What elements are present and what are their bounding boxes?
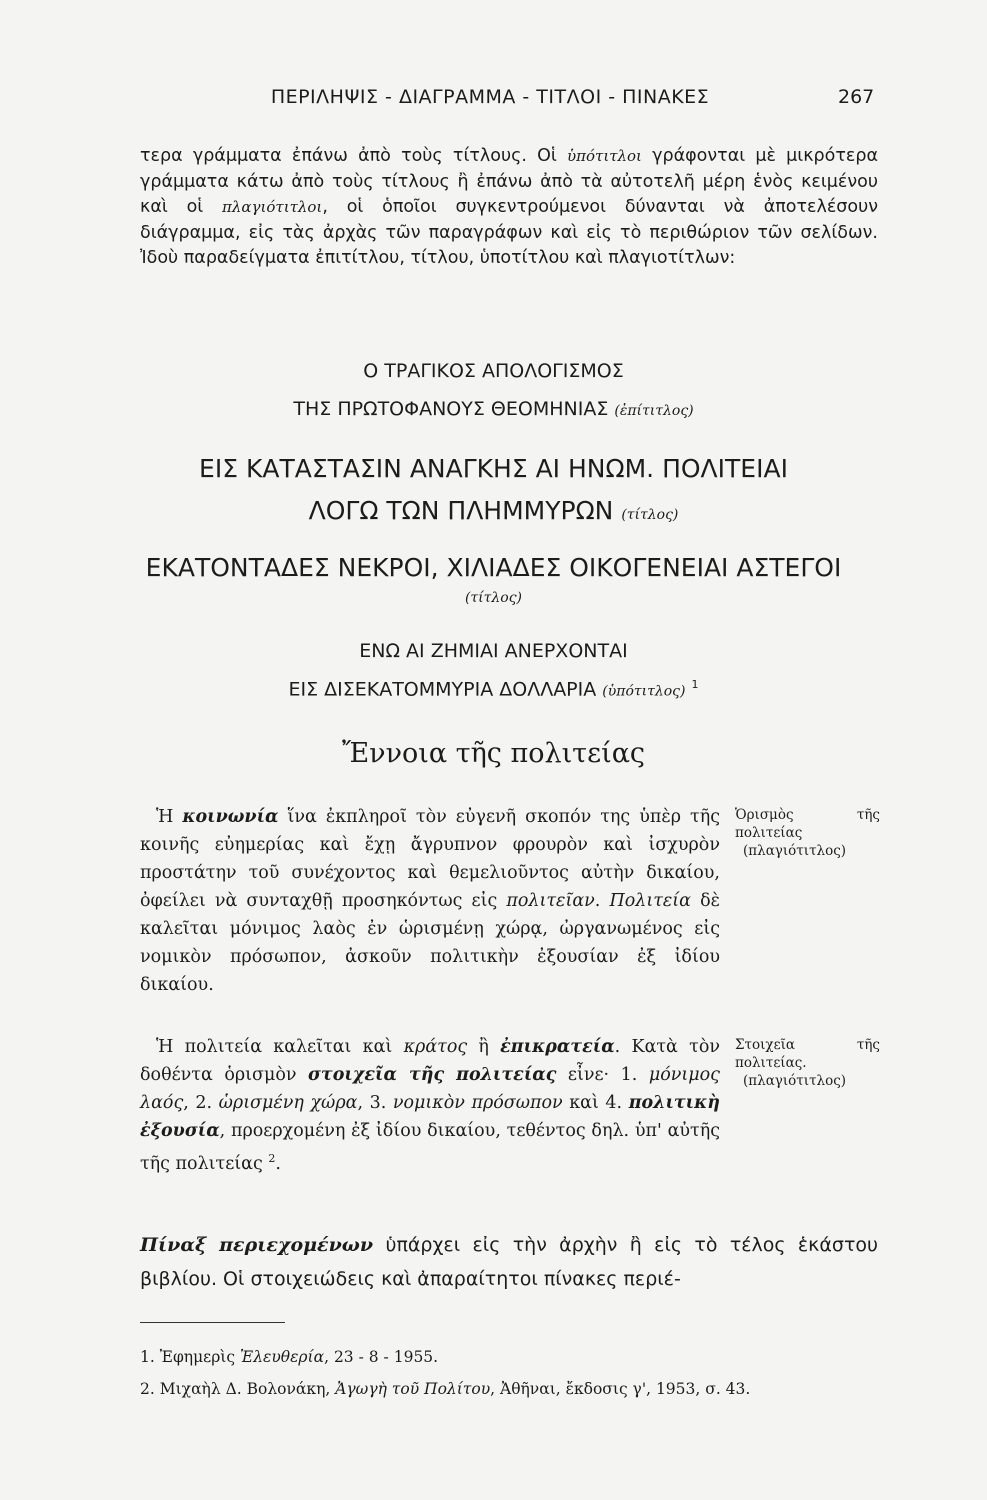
example-line-4: ΛΟΓΩ ΤΩΝ ΠΛΗΜΜΥΡΩΝ (τίτλος) bbox=[308, 496, 679, 525]
label-titlos: (τίτλος) bbox=[621, 507, 679, 523]
page-number: 267 bbox=[838, 86, 875, 108]
paragraph-elements: Ἡ πολιτεία καλεῖται καὶ κράτος ἢ ἐπικρατεία. Κατὰ τὸν δοθέντα ὁρισμὸν στοιχεῖα τῆς πολιτείας εἶνε· 1. μόνιμος λαός, 2. ὡρισμένη χώρα, 3. νομικὸν πρόσωπον καὶ 4. πολιτικὴ ἐξουσία, προερχομένη ἐξ ἰδίου δικαίου, τεθέντος δηλ. ὑπ' αὐτῆς τῆς πολιτείας $^2$. bbox=[140, 1037, 720, 1174]
example-line-3: ΕΙΣ ΚΑΤΑΣΤΑΣΙΝ ΑΝΑΓΚΗΣ ΑΙ ΗΝΩΜ. ΠΟΛΙΤΕΙΑΙ bbox=[199, 454, 788, 483]
footnote-divider bbox=[140, 1322, 285, 1323]
closing-paragraph: Πίναξ περιεχομένων ὑπάρχει εἰς τὴν ἀρχὴν ἢ εἰς τὸ τέλος ἑκάστου βιβλίου. Οἱ στοιχειώδεις καὶ ἀπαραίτητοι πίνακες περιέ- bbox=[140, 1234, 879, 1290]
margin-note-elements: Στοιχεῖα τῆς πολιτείας. (πλαγιότιτλος) bbox=[735, 1037, 880, 1089]
intro-paragraph: τερα γράμματα ἐπάνω ἀπὸ τοὺς τίτλους. Οἱ ὑπότιτλοι γράφονται μὲ μικρότερα γράμματα κάτω ἀπὸ τοὺς τίτλους ἢ ἐπάνω ἀπὸ τὰ αὐτοτελῆ μέρη ἑνὸς κειμένου καὶ οἱ πλαγιότιτλοι, οἱ ὁποῖοι συγκεντρούμενοι δύνανται νὰ ἀποτελέσουν διάγραμμα, εἰς τὰς ἀρχὰς τῶν παραγράφων καὶ εἰς τὸ περιθώριον τῶν σελίδων. Ἰδοὺ παραδείγματα ἐπιτίτλου, τίτλου, ὑποτίτλου καὶ πλαγιοτίτλων: bbox=[140, 146, 878, 268]
footnote-2: 2. Μιχαὴλ Δ. Βολονάκη, Ἀγωγὴ τοῦ Πολίτου, Ἀθῆναι, ἔκδοσις γ', 1953, σ. 43. bbox=[140, 1380, 751, 1398]
example-line-5: ΕΚΑΤΟΝΤΑΔΕΣ ΝΕΚΡΟΙ, ΧΙΛΙΑΔΕΣ ΟΙΚΟΓΕΝΕΙΑΙ ΑΣΤΕΓΟΙ bbox=[145, 553, 842, 582]
label-epititlos: (ἐπίτιτλος) bbox=[614, 403, 694, 419]
term-table-of-contents: Πίναξ περιεχομένων bbox=[140, 1234, 374, 1256]
label-ypotitlos: (ὑπότιτλος) bbox=[602, 683, 686, 700]
label-titlos-2: (τίτλος) bbox=[464, 590, 523, 606]
running-header: ΠΕΡΙΛΗΨΙΣ - ΔΙΑΓΡΑΜΜΑ - ΤΙΤΛΟΙ - ΠΙΝΑΚΕΣ bbox=[270, 86, 710, 108]
example-line-8: ΕΙΣ ΔΙΣΕΚΑΤΟΜΜΥΡΙΑ ΔΟΛΛΑΡΙΑ (ὑπότιτλος) $^1$ bbox=[288, 678, 699, 701]
margin-note-definition: Ὁρισμὸς τῆς πολιτείας (πλαγιότιτλος) bbox=[735, 807, 880, 859]
paragraph-definition: Ἡ κοινωνία ἵνα ἐκπληροῖ τὸν εὐγενῆ σκοπόν της ὑπὲρ τῆς κοινῆς εὐημερίας καὶ ἔχῃ ἄγρυπνον φρουρὸν καὶ ἰσχυρὸν προστάτην τοῦ συνέχοντος καὶ θεμελιοῦντος αὐτὴν δικαίου, ὀφείλει νὰ συνταχθῇ προσηκόντως εἰς πολιτεῖαν. Πολιτεία δὲ καλεῖται μόνιμος λαὸς ἐν ὡρισμένῃ χώρᾳ, ὠργανωμένος εἰς νομικὸν πρόσωπον, ἀσκοῦν πολιτικὴν ἐξουσίαν ἐξ ἰδίου δικαίου. bbox=[140, 807, 720, 995]
example-line-1: Ο ΤΡΑΓΙΚΟΣ ΑΠΟΛΟΓΙΣΜΟΣ bbox=[363, 360, 624, 382]
footnote-1: 1. Ἐφημερὶς Ἐλευθερία, 23 - 8 - 1955. bbox=[140, 1348, 439, 1366]
example-line-2: ΤΗΣ ΠΡΩΤΟΦΑΝΟΥΣ ΘΕΟΜΗΝΙΑΣ (ἐπίτιτλος) bbox=[293, 398, 694, 420]
term-side-title: πλαγιότιτλοι bbox=[222, 198, 323, 216]
footnote-ref-1: 1 bbox=[691, 678, 699, 691]
example-line-7: ΕΝΩ ΑΙ ΖΗΜΙΑΙ ΑΝΕΡΧΟΝΤΑΙ bbox=[359, 640, 628, 662]
term-subtitle: ὑπότιτλοι bbox=[567, 147, 642, 165]
footnote-ref-2: 2 bbox=[268, 1152, 276, 1165]
section-title: Ἔννοια τῆς πολιτείας bbox=[341, 738, 646, 769]
